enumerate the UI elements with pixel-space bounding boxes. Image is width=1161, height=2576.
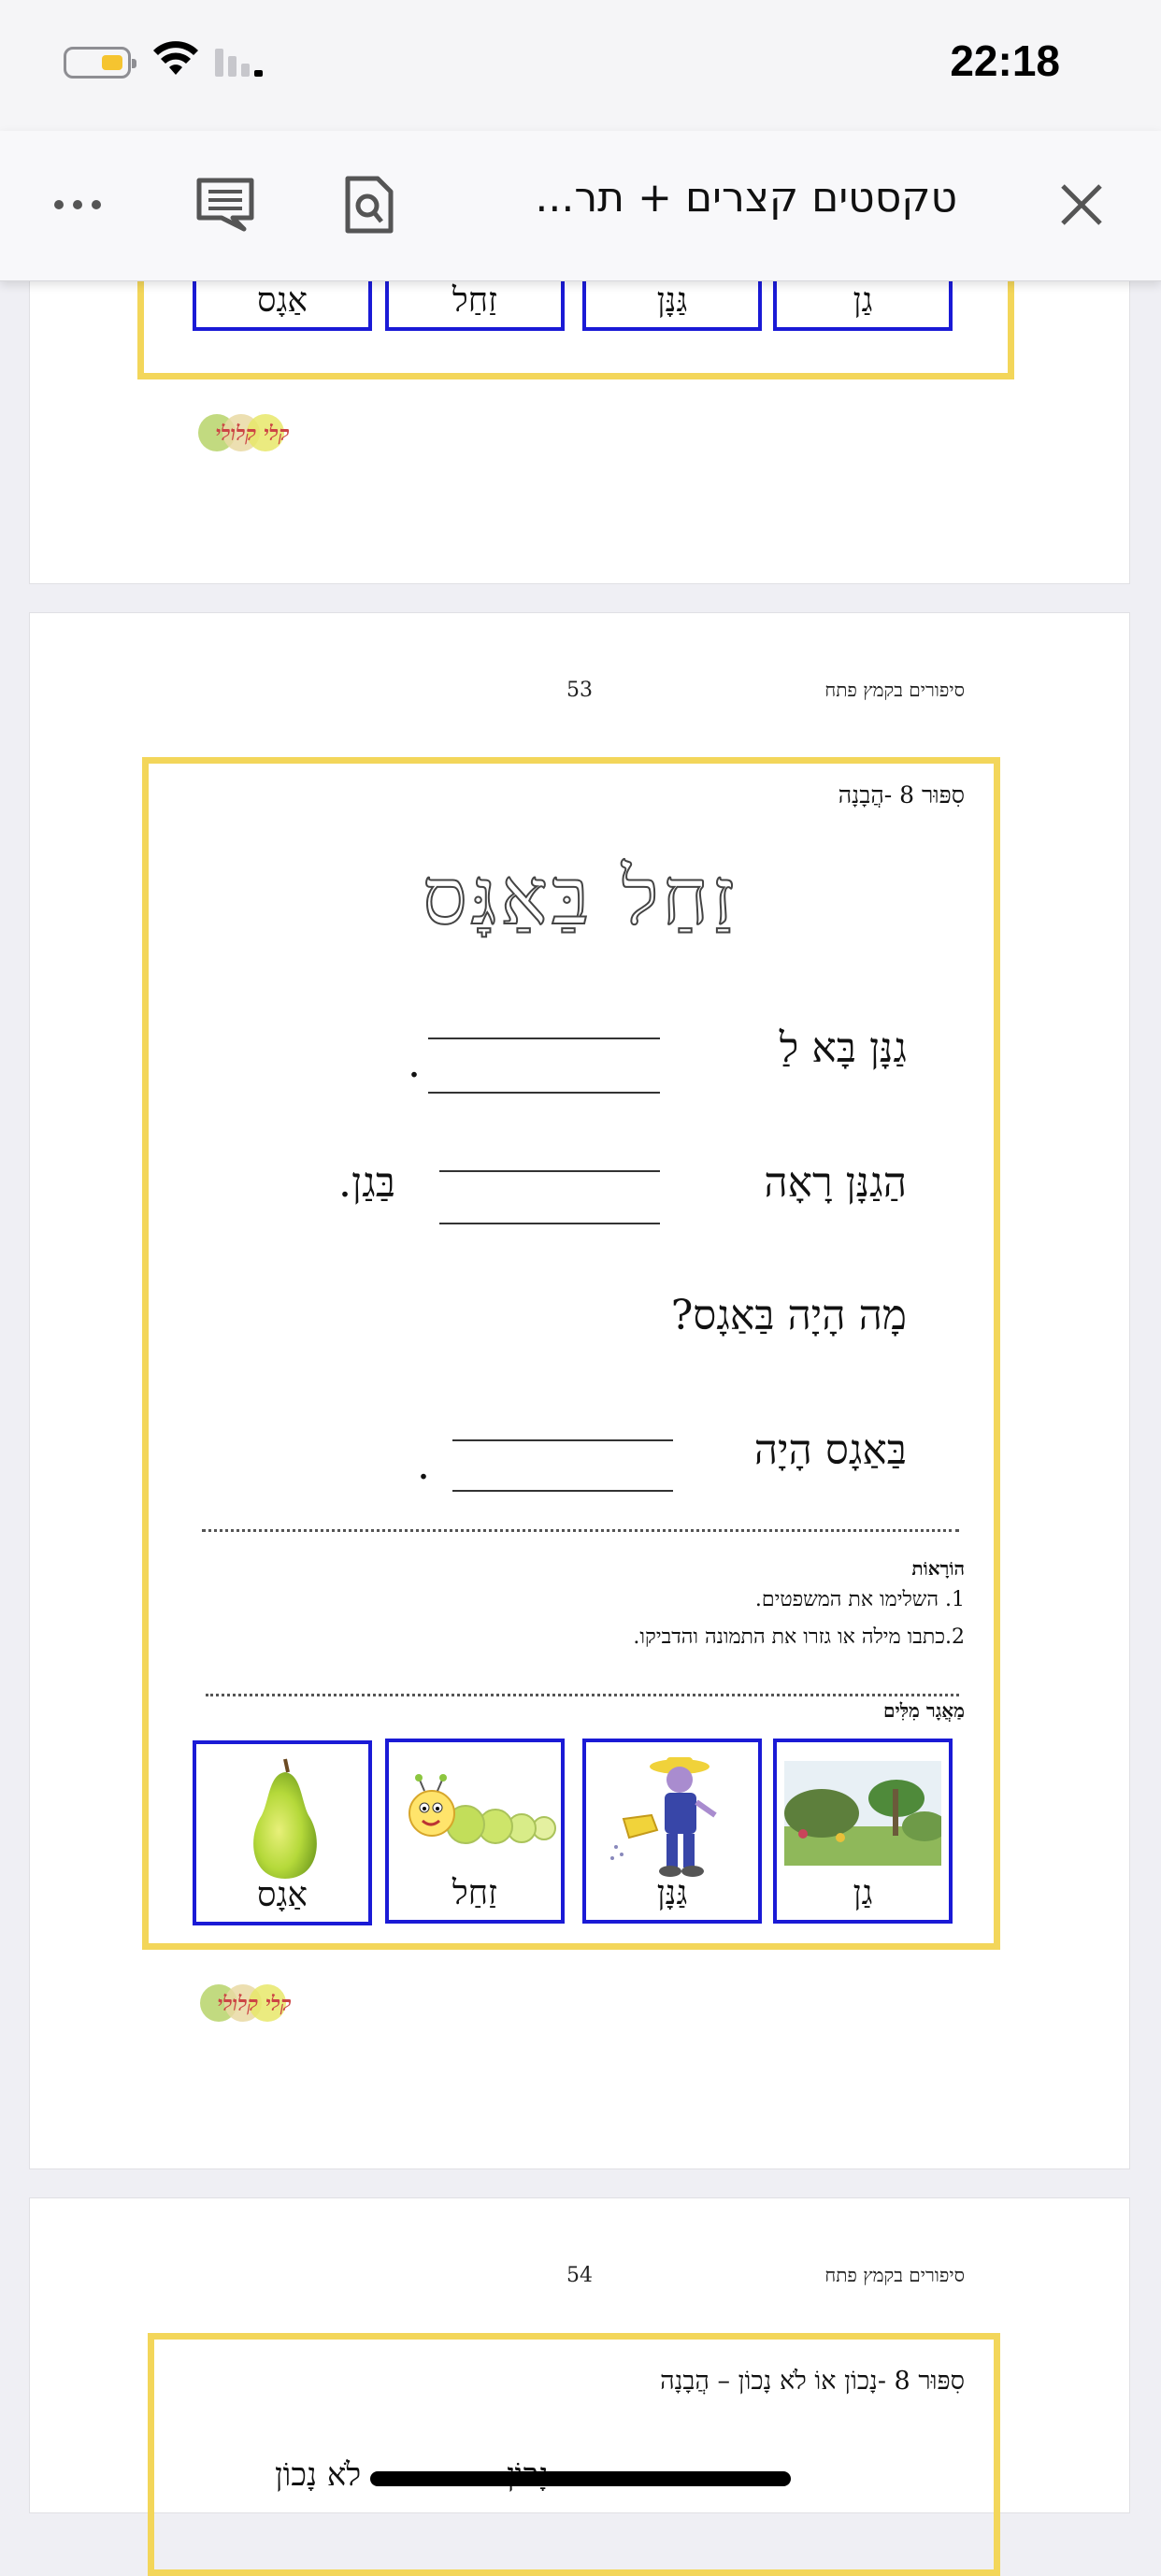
answer-line [428,1038,660,1039]
page-number: 53 [566,679,593,702]
story-title: סִפּוּר 8 -הֲבָנָה [838,781,965,809]
page-header: סיפורים בקמץ פתח [824,2264,965,2286]
svg-text:קלי קלולי: קלי קלולי [215,422,290,446]
story-title: סִפּוּר 8 -נָכוֹן אוֹ לֹא נָכוֹן – הֲבָנָה [660,2367,965,2396]
signal-icon [213,45,271,79]
brand-logo [198,1980,310,2026]
word-card: זַחַל [385,168,565,331]
search-document-button[interactable] [327,163,411,247]
sentence-2: הַגַנָּן רָאָה [764,1159,907,1207]
sentence-1: גַנָּן בָּא לַ [779,1024,907,1072]
instruction-2: 2.כתבו מילה או גזרו את התמונה והדביקו. [633,1625,965,1649]
word-card: גַן [773,168,953,331]
dotted-divider [202,1529,959,1532]
page-header: סיפורים בקמץ פתח [824,679,965,701]
sentence-1-end: . [408,1039,421,1087]
word-card-pear: אַגָס [193,1740,372,1925]
pear-image [234,1753,337,1884]
svg-text:קלי קלולי: קלי קלולי [217,1992,292,2016]
dotted-divider [206,1694,959,1696]
word-bank-title: מַאֲגָר מִלִּים [882,1699,965,1722]
sentence-3: מָה הָיָה בַּאַגָס? [670,1292,907,1339]
word-card-gardener: גַּנָּן [582,1739,762,1924]
more-icon [50,195,106,214]
page-number: 54 [566,2264,593,2287]
status-bar [0,0,1161,131]
answer-line [428,1092,660,1094]
option-false: לֹא נָכוֹן [275,2456,362,2494]
comments-icon [195,177,255,233]
garden-image [784,1761,941,1866]
battery-icon [64,47,131,79]
caterpillar-image [396,1770,561,1864]
instruction-1: 1. השלימו את המשפטים. [754,1588,965,1611]
close-icon [1059,182,1104,227]
sentence-2-end: בַּגַן. [338,1159,395,1207]
toolbar [0,131,1161,281]
document-title: טקסטים קצרים + תר... [535,174,957,222]
clock: 22:18 [950,36,1060,85]
search-document-icon [344,175,394,235]
word-card-garden: גַן [773,1739,953,1924]
answer-line [452,1439,673,1441]
worksheet-title: זַחַל בַּאַגָּס [423,851,738,942]
comments-button[interactable] [183,163,267,247]
gardener-image [605,1753,745,1884]
close-button[interactable] [1039,163,1124,247]
wifi-icon [151,41,200,79]
word-card-caterpillar: זַחַל [385,1739,565,1924]
page-53 [30,613,1129,2168]
more-button[interactable] [36,163,120,247]
sentence-4-end: . [417,1441,430,1489]
home-indicator[interactable] [370,2471,791,2486]
word-card: אַגָס [193,168,372,331]
instructions-title: הוֹרָאוֹת [911,1557,965,1580]
answer-line [439,1223,660,1224]
word-card: גַּנָּן [582,168,762,331]
brand-logo [196,409,308,456]
answer-line [452,1490,673,1492]
answer-line [439,1170,660,1172]
page-54 [30,2198,1129,2512]
sentence-4: בַּאַגָס הָיָה [753,1426,907,1474]
